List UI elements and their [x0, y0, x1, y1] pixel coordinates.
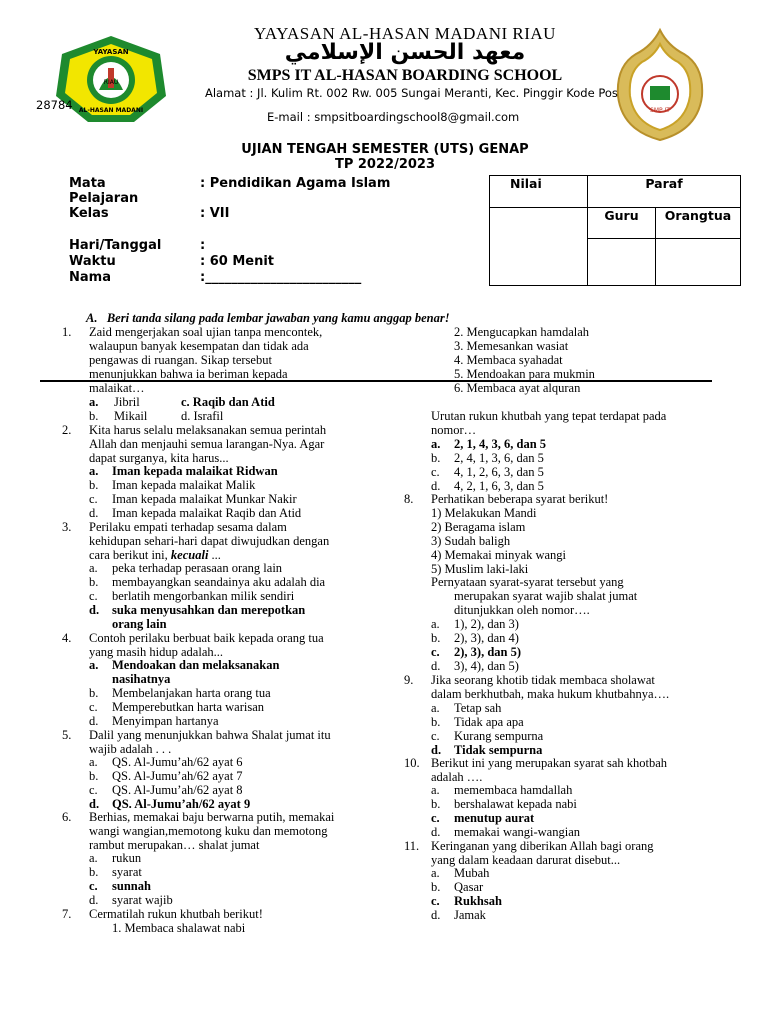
q9-option-c-text[interactable]: Kurang sempurna [454, 729, 544, 743]
score-guru-label: Guru [588, 208, 656, 239]
q7-item-6: 6. Membaca ayat alquran [454, 381, 581, 395]
info-value-subject: : Pendidikan Agama Islam [200, 176, 391, 191]
q7-item-3: 3. Memesankan wasiat [454, 339, 569, 353]
q4-option-d[interactable]: d. [89, 714, 99, 728]
q1-option-a-text[interactable]: Jibril [114, 395, 140, 409]
q10-option-b[interactable]: b. [431, 797, 441, 811]
foundation-name: YAYASAN AL-HASAN MADANI RIAU [254, 24, 556, 43]
q11-option-a-text[interactable]: Mubah [454, 866, 490, 880]
q3-option-d-text-cont[interactable]: orang lain [112, 617, 167, 631]
q11-option-c-text[interactable]: Rukhsah [454, 894, 502, 908]
q8-option-a-text[interactable]: 1), 2), dan 3) [454, 617, 519, 631]
school-email: E-mail : smpsitboardingschool8@gmail.com [267, 110, 520, 124]
q4-option-a-text[interactable]: Mendoakan dan melaksanakan [112, 658, 280, 672]
q1-option-d[interactable]: d. Israfil [181, 409, 224, 423]
score-guru-cell[interactable] [588, 239, 656, 286]
q6-option-c-text[interactable]: sunnah [112, 879, 151, 893]
info-value-class: : VII [200, 206, 230, 221]
q7-item-5: 5. Mendoakan para mukmin [454, 367, 595, 381]
q2-option-b-text[interactable]: Iman kepada malaikat Malik [112, 478, 256, 492]
q6-option-d[interactable]: d. [89, 893, 99, 907]
q8-option-d-text[interactable]: 3), 4), dan 5) [454, 659, 519, 673]
q2-option-d-text[interactable]: Iman kepada malaikat Raqib dan Atid [112, 506, 302, 520]
q11-option-c[interactable]: c. [431, 894, 440, 908]
school-name: SMPS IT AL-HASAN BOARDING SCHOOL [247, 67, 563, 84]
q5-option-c[interactable]: c. [89, 783, 98, 797]
q2-option-b[interactable]: b. [89, 478, 99, 492]
exam-title-line1: UJIAN TENGAH SEMESTER (UTS) GENAP [241, 142, 529, 157]
q3-option-d[interactable]: d. [89, 603, 100, 617]
info-value-time: : 60 Menit [200, 254, 275, 269]
q11-option-a[interactable]: a. [431, 866, 440, 880]
q7-option-d-text[interactable]: 4, 2, 1, 6, 3, dan 5 [454, 479, 544, 493]
q6-option-a-text[interactable]: rukun [112, 851, 142, 865]
q9-option-d[interactable]: d. [431, 743, 442, 757]
info-label-name: Nama [69, 270, 111, 285]
info-label-date: Hari/Tanggal [69, 238, 162, 253]
q2-option-c-text[interactable]: Iman kepada malaikat Munkar Nakir [112, 492, 297, 506]
q6-option-c[interactable]: c. [89, 879, 98, 893]
q4-option-a-text-cont[interactable]: nasihatnya [112, 672, 171, 686]
q1-option-b-text[interactable]: Mikail [114, 409, 148, 423]
q7-option-a[interactable]: a. [431, 437, 441, 451]
score-orangtua-cell[interactable] [656, 239, 741, 286]
q3-option-b-text[interactable]: membayangkan seandainya aku adalah dia [112, 575, 326, 589]
q4-option-c[interactable]: c. [89, 700, 98, 714]
q9-option-b-text[interactable]: Tidak apa apa [454, 715, 524, 729]
q7-option-d[interactable]: d. [431, 479, 441, 493]
q5-option-b-text[interactable]: QS. Al-Jumu’ah/62 ayat 7 [112, 769, 243, 783]
q6-option-b-text[interactable]: syarat [112, 865, 142, 879]
q7-option-b-text[interactable]: 2, 4, 1, 3, 6, dan 5 [454, 451, 544, 465]
q2-option-c[interactable]: c. [89, 492, 98, 506]
q3-option-d-text[interactable]: suka menyusahkan dan merepotkan [112, 603, 306, 617]
arabic-name: معهد الحسن الإسلامي [284, 40, 526, 65]
q8-option-b-text[interactable]: 2), 3), dan 4) [454, 631, 519, 645]
q8-option-d[interactable]: d. [431, 659, 441, 673]
school-address: Alamat : Jl. Kulim Rt. 002 Rw. 005 Sungai Meranti, Kec. Pinggir Kode Pos [205, 86, 618, 100]
q11-option-b-text[interactable]: Qasar [454, 880, 484, 894]
q3-option-c-text[interactable]: berlatih mengorbankan milik sendiri [112, 589, 295, 603]
info-label-subject: Mata Pelajaran [69, 176, 139, 206]
q7-option-c[interactable]: c. [431, 465, 440, 479]
q10-option-d-text[interactable]: memakai wangi-wangian [454, 825, 580, 839]
q4-option-b-text[interactable]: Membelanjakan harta orang tua [112, 686, 271, 700]
q5-option-d-text[interactable]: QS. Al-Jumu’ah/62 ayat 9 [112, 797, 251, 811]
q2-option-a[interactable]: a. [89, 464, 99, 478]
q9-option-b[interactable]: b. [431, 715, 441, 729]
logo-left-inner-text: RIAU [103, 79, 119, 86]
q9-option-a[interactable]: a. [431, 701, 440, 715]
q9-option-d-text[interactable]: Tidak sempurna [454, 743, 543, 757]
q4-option-c-text[interactable]: Memperebutkan harta warisan [112, 700, 265, 714]
q2-option-a-text[interactable]: Iman kepada malaikat Ridwan [112, 464, 278, 478]
q8-option-a[interactable]: a. [431, 617, 440, 631]
q1-option-b[interactable]: b. [89, 409, 99, 423]
q5-option-a[interactable]: a. [89, 755, 98, 769]
svg-text:AL-HASAN MADANI: AL-HASAN MADANI [78, 107, 144, 114]
q3-option-c[interactable]: c. [89, 589, 98, 603]
svg-text:YAYASAN: YAYASAN [93, 48, 129, 56]
q6-option-a[interactable]: a. [89, 851, 98, 865]
instruction-letter: A. [86, 311, 98, 325]
q6-option-b[interactable]: b. [89, 865, 99, 879]
q1-option-a[interactable]: a. [89, 395, 99, 409]
q10-option-a-text[interactable]: memembaca hamdallah [454, 783, 573, 797]
exam-title-line2: TP 2022/2023 [334, 157, 436, 172]
q10-option-b-text[interactable]: bershalawat kepada nabi [454, 797, 577, 811]
q11-option-d[interactable]: d. [431, 908, 441, 922]
score-orangtua-label: Orangtua [656, 208, 741, 239]
q7-option-b[interactable]: b. [431, 451, 441, 465]
logo-right-text: SMP IT [650, 107, 670, 114]
q7-option-c-text[interactable]: 4, 1, 2, 6, 3, dan 5 [454, 465, 544, 479]
q2-option-d[interactable]: d. [89, 506, 99, 520]
q7-prompt: Urutan rukun khutbah yang tepat terdapat pada nomor… [431, 409, 667, 437]
q10-option-a[interactable]: a. [431, 783, 440, 797]
score-nilai-cell[interactable] [490, 208, 588, 286]
postal-code: 28784 [36, 98, 73, 112]
exam-title [160, 142, 610, 172]
q10-option-c-text[interactable]: menutup aurat [454, 811, 535, 825]
info-label-time: Waktu [69, 254, 116, 269]
q5-option-c-text[interactable]: QS. Al-Jumu’ah/62 ayat 8 [112, 783, 243, 797]
instruction-text: Beri tanda silang pada lembar jawaban yang kamu anggap benar! [106, 311, 450, 325]
score-paraf-label: Paraf [588, 176, 741, 208]
q7-item-2: 2. Mengucapkan hamdalah [454, 325, 590, 339]
q7-option-a-text[interactable]: 2, 1, 4, 3, 6, dan 5 [454, 437, 547, 451]
info-value-date[interactable]: : [200, 238, 206, 253]
instruction [86, 311, 450, 326]
q5-option-b[interactable]: b. [89, 769, 99, 783]
q10-option-d[interactable]: d. [431, 825, 441, 839]
q4-option-a[interactable]: a. [89, 658, 99, 672]
info-label-class: Kelas [69, 206, 109, 221]
q4-option-b[interactable]: b. [89, 686, 99, 700]
q11-option-d-text[interactable]: Jamak [454, 908, 486, 922]
q9-option-a-text[interactable]: Tetap sah [454, 701, 502, 715]
score-table [489, 175, 741, 286]
q1-option-c[interactable]: c. Raqib dan Atid [181, 395, 275, 409]
q3-option-a[interactable]: a. [89, 561, 98, 575]
q5-option-a-text[interactable]: QS. Al-Jumu’ah/62 ayat 6 [112, 755, 243, 769]
q10-option-c[interactable]: c. [431, 811, 440, 825]
q7-item-4: 4. Membaca syahadat [454, 353, 563, 367]
q3-option-b[interactable]: b. [89, 575, 99, 589]
q4-option-d-text[interactable]: Menyimpan hartanya [112, 714, 219, 728]
q5-option-d[interactable]: d. [89, 797, 100, 811]
score-nilai-label: Nilai [490, 176, 588, 208]
info-value-name[interactable]: :________________________ [200, 270, 362, 285]
q8-option-b[interactable]: b. [431, 631, 441, 645]
q3-option-a-text[interactable]: peka terhadap perasaan orang lain [112, 561, 283, 575]
q8-option-c[interactable]: c. [431, 645, 440, 659]
q7-item-1: 1. Membaca shalawat nabi [112, 921, 246, 935]
q8-option-c-text[interactable]: 2), 3), dan 5) [454, 645, 522, 659]
q9-option-c[interactable]: c. [431, 729, 440, 743]
q11-option-b[interactable]: b. [431, 880, 441, 894]
q6-option-d-text[interactable]: syarat wajib [112, 893, 173, 907]
